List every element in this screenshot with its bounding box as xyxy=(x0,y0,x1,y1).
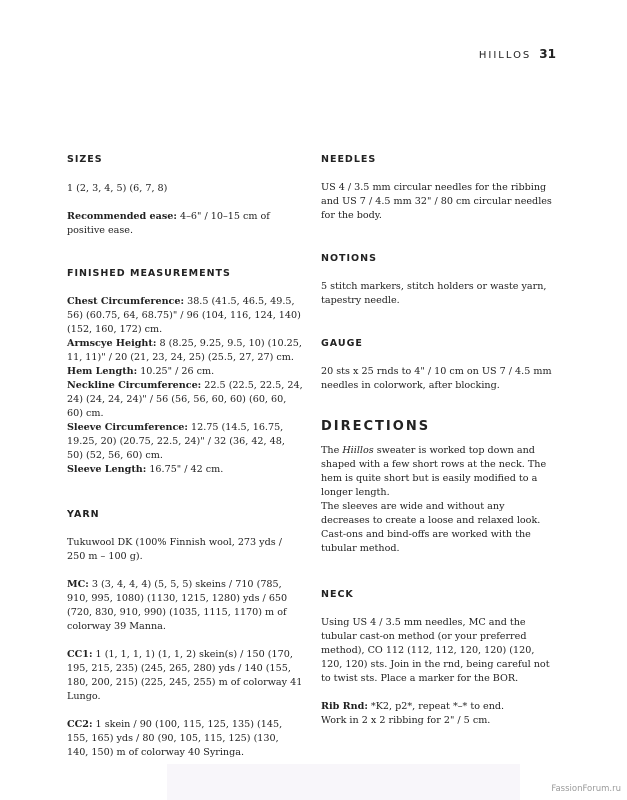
hem-text: 10.25" / 26 cm. xyxy=(137,366,215,377)
directions-paragraph-2: The sleeves are wide and without any decreases to create a loose and relaxed look. Cast-ons and bind-offs are worked with the tubular method. xyxy=(321,501,541,554)
yarn-intro: Tukuwool DK (100% Finnish wool, 273 yds / 250 m – 100 g). xyxy=(67,537,282,562)
mc-label: MC: xyxy=(67,579,89,590)
directions-text-post: sweater is worked top down and shaped with a few short rows at the neck. The hem is quite short but is easily modified to a longer length. xyxy=(321,445,547,498)
yarn-section xyxy=(67,509,303,760)
neck-text: Using US 4 / 3.5 mm needles, MC and the tubular cast-on method (or your preferred method), CO 112 (112, 112, 120, 120) (120, 120, 120) sts. Join in the rnd, being careful not to twist sts. Place a marker for the BOR. xyxy=(321,617,550,684)
notions-text: 5 stitch markers, stitch holders or waste yarn, tapestry needle. xyxy=(321,281,547,306)
sleeve-len-label: Sleeve Length: xyxy=(67,464,147,475)
sleeve-len-paragraph xyxy=(67,463,303,477)
cc1-paragraph xyxy=(67,648,303,704)
page-number: 31 xyxy=(539,47,556,61)
armscye-text: 8 (8.25, 9.25, 9.5, 10) (10.25, 11, 11)" / 20 (21, 23, 24, 25) (25.5, 27, 27) cm. xyxy=(67,338,302,363)
gauge-text: 20 sts x 25 rnds to 4" / 10 cm on US 7 / 4.5 mm needles in colorwork, after blocking. xyxy=(321,366,552,391)
gauge-section xyxy=(321,338,556,393)
hem-label: Hem Length: xyxy=(67,366,138,377)
rib-paragraph-2: Work in 2 x 2 ribbing for 2" / 5 cm. xyxy=(321,715,491,726)
neckline-text: 22.5 (22.5, 22.5, 24, 24) (24, 24, 24)" / 56 (56, 56, 60, 60) (60, 60, 60) cm. xyxy=(67,380,303,419)
page-header xyxy=(479,47,556,61)
armscye-paragraph xyxy=(67,337,303,365)
running-title: HIILLOS xyxy=(478,50,532,61)
cc2-label: CC2: xyxy=(67,719,93,730)
neck-heading: NECK xyxy=(321,589,354,600)
finished-measurements-section xyxy=(67,268,303,477)
armscye-label: Armscye Height: xyxy=(67,338,157,349)
directions-section xyxy=(321,419,556,556)
notions-heading: NOTIONS xyxy=(321,253,377,264)
mc-text: 3 (3, 4, 4, 4) (5, 5, 5) skeins / 710 (785, 910, 995, 1080) (1130, 1215, 1280) yds / 650 (720, 830, 910, 990) (1035, 1115, 1170) m of colorway 39 Manna. xyxy=(67,579,288,632)
needles-section xyxy=(321,154,556,223)
chest-label: Chest Circumference: xyxy=(67,296,185,307)
rib-paragraph xyxy=(321,700,556,714)
footer-band xyxy=(167,764,520,800)
neck-section xyxy=(321,589,556,728)
ease-label: Recommended ease: xyxy=(67,211,177,222)
sizes-heading: SIZES xyxy=(67,154,103,165)
cc1-text: 1 (1, 1, 1, 1) (1, 1, 2) skein(s) / 150 (170, 195, 215, 235) (245, 265, 280) yds / 140 (155, 180, 200, 215) (225, 245, 255) m of colorway 41 Lungo. xyxy=(67,649,303,702)
sleeve-len-text: 16.75" / 42 cm. xyxy=(146,464,224,475)
directions-paragraph xyxy=(321,444,556,500)
left-column xyxy=(67,154,303,760)
sizes-section xyxy=(67,154,303,238)
sleeve-circ-text: 12.75 (14.5, 16.75, 19.25, 20) (20.75, 22.5, 24)" / 32 (36, 42, 48, 50) (52, 56, 60) cm. xyxy=(67,422,285,461)
right-column xyxy=(321,154,556,728)
gauge-heading: GAUGE xyxy=(321,338,363,349)
yarn-heading: YARN xyxy=(67,509,100,520)
sleeve-circ-paragraph xyxy=(67,421,303,463)
ease-text: 4–6" / 10–15 cm of positive ease. xyxy=(67,211,270,236)
mc-paragraph xyxy=(67,578,303,634)
pattern-name: Hiillos xyxy=(342,445,374,456)
cc2-paragraph xyxy=(67,718,303,760)
needles-text: US 4 / 3.5 mm circular needles for the ribbing and US 7 / 4.5 mm 32" / 80 cm circular needles for the body. xyxy=(321,182,552,221)
cc2-text: 1 skein / 90 (100, 115, 125, 135) (145, 155, 165) yds / 80 (90, 105, 115, 125) (130, 140, 150) m of colorway 40 Syringa. xyxy=(67,719,283,758)
sleeve-circ-label: Sleeve Circumference: xyxy=(67,422,188,433)
neckline-label: Neckline Circumference: xyxy=(67,380,202,391)
directions-text-pre: The xyxy=(321,445,343,456)
chest-paragraph xyxy=(67,295,303,337)
hem-paragraph xyxy=(67,365,303,379)
rib-label: Rib Rnd: xyxy=(321,701,368,712)
rib-text: *K2, p2*, repeat *–* to end. xyxy=(367,701,505,712)
cc1-label: CC1: xyxy=(67,649,93,660)
needles-heading: NEEDLES xyxy=(321,154,377,165)
chest-text: 38.5 (41.5, 46.5, 49.5, 56) (60.75, 64, 68.75)" / 96 (104, 116, 124, 140) (152, 160, 172) cm. xyxy=(67,296,301,335)
watermark: FassionForum.ru xyxy=(551,784,621,794)
finished-measurements-heading: FINISHED MEASUREMENTS xyxy=(67,268,231,279)
directions-heading: DIRECTIONS xyxy=(321,419,431,434)
ease-paragraph xyxy=(67,210,303,238)
neckline-paragraph xyxy=(67,379,303,421)
notions-section xyxy=(321,253,556,308)
sizes-text: 1 (2, 3, 4, 5) (6, 7, 8) xyxy=(67,183,168,194)
